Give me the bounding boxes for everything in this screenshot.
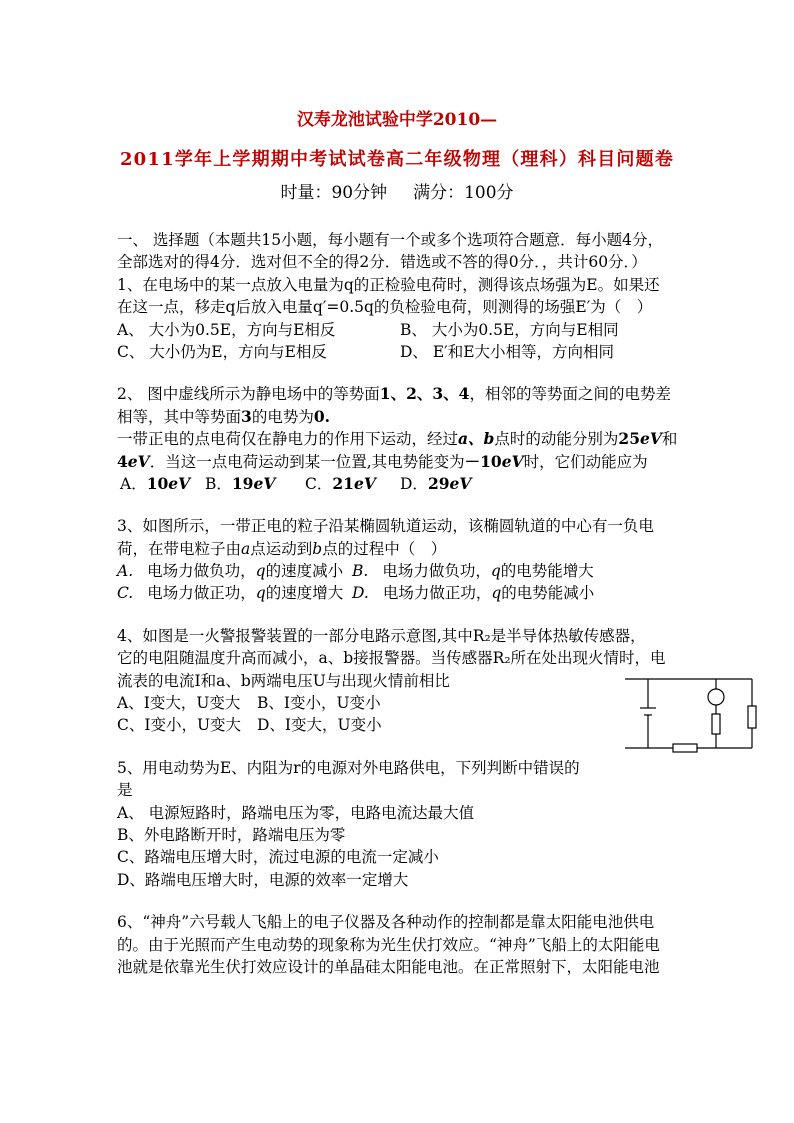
question-2-options-row: [117, 473, 717, 495]
question-4-circuit-diagram: [620, 670, 765, 758]
circuit-resistor-right: [748, 706, 756, 728]
text-segment-italic: a: [241, 539, 251, 558]
text-segment: 时，它们动能应为: [523, 452, 648, 471]
text-segment-bold-italic: eV: [501, 451, 524, 471]
option-text: 电场力做正功，: [382, 584, 492, 603]
text-segment-bold-italic: eV: [640, 429, 662, 449]
option-text: 的速度减小: [265, 562, 344, 581]
exam-duration: 时量：90分钟: [280, 183, 388, 203]
question-3-stem-line-1: 3、如图所示，一带正电的粒子沿某椭圆轨道运动，该椭圆轨道的中心有一负电: [117, 517, 654, 536]
text-segment-bold-italic: a、b: [458, 429, 495, 449]
question-2-stem-line-3: [117, 428, 717, 450]
question-2: [117, 383, 717, 495]
option-value: 10: [146, 473, 169, 493]
text-segment: 一带正电的点电荷仅在静电力的作用下运动，经过: [117, 430, 459, 449]
option-label: B.: [352, 562, 369, 581]
option-variable: q: [490, 562, 501, 581]
text-segment: 相等，其中等势面: [117, 407, 242, 426]
question-4-option-b: B、I变小，U变小: [257, 694, 381, 713]
question-6-stem-line-1: 6、“神舟”六号载人飞船上的电子仪器及各种动作的控制都是靠太阳能电池供电: [117, 913, 655, 932]
option-unit: eV: [353, 473, 376, 493]
option-unit: eV: [253, 473, 276, 493]
text-segment-bold: 0.: [313, 406, 331, 426]
question-4-stem-line-2: 它的电阻随温度升高而减小，a、b接报警器。当传感器R₂所在处出现火情时，电: [117, 649, 666, 668]
instruction-line-1: 一、 选择题（本题共15小题，每小题有一个或多个选项符合题意．每小题4分，: [117, 231, 664, 249]
question-2-stem-line-2: [117, 406, 717, 428]
text-segment: 和: [661, 430, 678, 449]
question-1-option-d: D、 E′和E大小相等，方向相同: [400, 342, 615, 361]
text-segment: 2、 图中虚线所示为静电场中的等势面: [117, 385, 380, 404]
question-1-options-row-2: [117, 341, 717, 363]
text-segment-bold: 3: [241, 406, 252, 426]
question-2-option-c: [305, 473, 400, 495]
exam-full-score: 满分：100分: [413, 183, 514, 203]
question-1-stem-line-1: 1、在电场中的某一点放入电量为q的正检验电荷时，测得该点场强为E。如果还: [117, 275, 660, 294]
option-text: 电场力做负功，: [382, 562, 491, 581]
text-segment: 点时的动能分别为: [494, 430, 619, 449]
question-3-options-row-2: [117, 582, 717, 604]
option-label: A.: [117, 562, 134, 581]
question-3-option-b: [352, 560, 594, 582]
question-3-option-a: [117, 560, 352, 582]
question-2-stem-line-1: [117, 383, 717, 405]
text-segment-bold: 25: [618, 429, 640, 449]
text-segment-bold: 4: [117, 451, 128, 471]
question-4-stem-line-3: 流表的电流I和a、b两端电压U与出现火情前相比: [117, 671, 450, 690]
option-label: D．: [400, 474, 428, 493]
text-segment: 荷，在带电粒子由: [117, 539, 242, 558]
option-unit: eV: [449, 473, 472, 493]
question-5-option-d: D、路端电压增大时，电源的效率一定增大: [117, 870, 409, 889]
question-1-stem-line-2: 在这一点，移走q后放入电量q′=0.5q的负检验电荷，则测得的场强E′为（ ）: [117, 298, 653, 317]
question-2-stem-line-4: [117, 451, 717, 473]
question-5-option-b: B、外电路断开时，路端电压为零: [117, 825, 346, 844]
option-variable: q: [255, 562, 266, 581]
text-segment-italic: b: [312, 539, 323, 558]
question-5-option-c: C、路端电压增大时，流过电源的电流一定减小: [117, 848, 439, 867]
option-value: 19: [231, 473, 254, 493]
option-label: B．: [205, 474, 232, 493]
option-text: 的电势能减小: [501, 584, 595, 603]
text-segment-bold: －10: [464, 451, 502, 471]
option-variable: q: [491, 584, 502, 603]
section-instructions: [117, 229, 717, 274]
option-text: 的电势能增大: [500, 562, 594, 581]
text-segment: 的电势为: [251, 407, 314, 426]
question-4-option-c: C、I变小，U变大: [117, 716, 242, 735]
option-text: 电场力做正功，: [147, 584, 256, 603]
question-5-option-a: A、 电源短路时，路端电压为零，电路电流达最大值: [117, 803, 475, 822]
option-label: D.: [352, 584, 369, 603]
option-variable: q: [255, 584, 266, 603]
option-label: C.: [117, 584, 134, 603]
circuit-resistor-bottom: [673, 744, 697, 752]
question-1-option-a: A、 大小为0.5E，方向与E相反: [117, 320, 336, 339]
question-4-stem-line-1: 4、如图是一火警报警装置的一部分电路示意图,其中R₂是半导体热敏传感器，: [117, 626, 646, 645]
exam-meta: [0, 181, 794, 205]
question-5-stem-line-1: 5、用电动势为E、内阻为r的电源对外电路供电，下列判断中错误的: [117, 758, 580, 777]
option-value: 21: [332, 473, 354, 493]
option-label: A．: [120, 474, 147, 493]
question-1-options-row-1: [117, 319, 717, 341]
text-segment-bold-italic: eV: [127, 451, 150, 471]
question-3-option-c: [117, 582, 352, 604]
question-6-stem-line-2: 的。由于光照而产生电动势的现象称为光生伏打效应。“神舟”飞船上的太阳能电: [117, 935, 660, 954]
question-3-options-row-1: [117, 560, 717, 582]
text-segment: 点的过程中（ ）: [322, 539, 447, 558]
ammeter-icon: [708, 689, 724, 705]
option-text: 电场力做负功，: [147, 562, 256, 581]
question-3-stem-line-2: [117, 538, 717, 560]
question-3-option-d: [352, 582, 595, 604]
option-unit: eV: [168, 473, 191, 493]
option-label: C．: [305, 474, 333, 493]
instruction-line-2: 全部选对的得4分．选对但不全的得2分．错选或不答的得0分．，共计60分．）: [117, 253, 647, 272]
question-4-option-a: A、I变大，U变大: [117, 694, 241, 713]
circuit-resistor-middle: [712, 714, 720, 734]
question-2-option-a: [120, 473, 205, 495]
exam-body: [117, 229, 717, 978]
question-6-stem-line-3: 池就是依靠光生伏打效应设计的单晶硅太阳能电池。在正常照射下，太阳能电池: [117, 957, 660, 976]
question-5-stem-line-2: 是: [117, 781, 133, 800]
exam-title: 2011学年上学期期中考试试卷高二年级物理（理科）科目问题卷: [119, 149, 675, 170]
question-2-option-d: [400, 473, 471, 495]
option-text: 的速度增大: [265, 584, 344, 603]
question-6: [117, 911, 717, 978]
question-1-option-b: B、 大小为0.5E，方向与E相同: [400, 320, 619, 339]
school-title: 汉寿龙池试验中学2010—: [296, 110, 498, 130]
text-segment: ．当这一点电荷运动到某一位置,其电势能变为: [149, 452, 465, 471]
text-segment-bold: 1、2、3、4: [379, 384, 470, 404]
question-1: [117, 274, 717, 364]
text-segment: ，相邻的等势面之间的电势差: [469, 385, 671, 404]
question-3: [117, 515, 717, 605]
text-segment: 点运动到: [250, 539, 313, 558]
option-value: 29: [427, 473, 450, 493]
question-2-option-b: [205, 473, 305, 495]
question-5: [117, 757, 717, 891]
question-1-option-c: C、 大小仍为E，方向与E相反: [117, 342, 327, 361]
question-4-option-d: D、I变大，U变小: [257, 716, 382, 735]
